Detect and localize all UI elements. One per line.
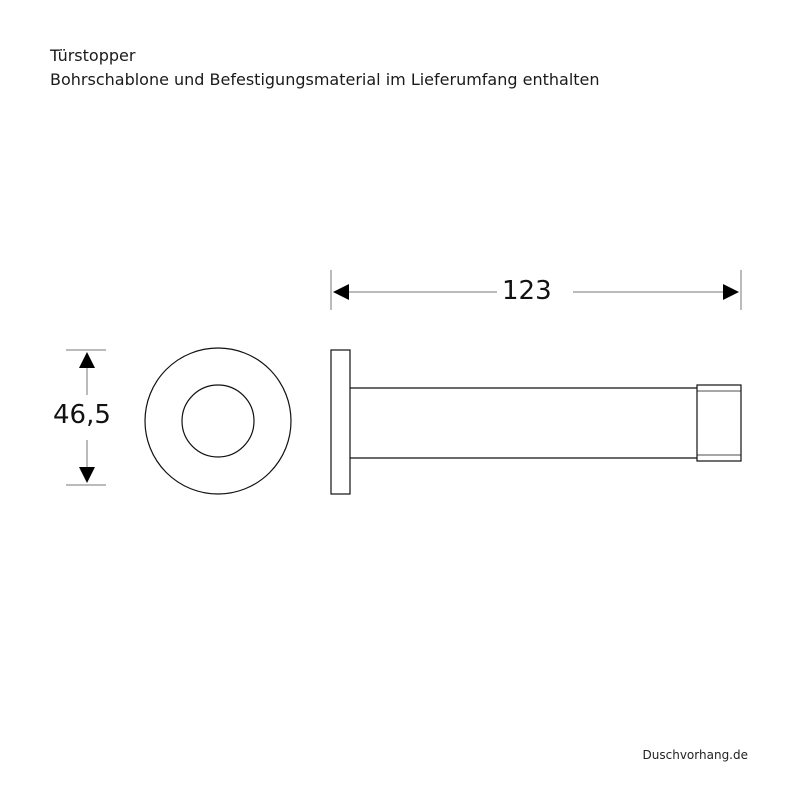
arrow-down-icon (79, 467, 95, 483)
diameter-value: 46,5 (53, 400, 111, 430)
product-title: Türstopper (50, 46, 136, 65)
length-value: 123 (502, 276, 552, 306)
base-plate (331, 350, 350, 494)
side-view (331, 350, 741, 494)
arrow-left-icon (333, 284, 349, 300)
product-subtitle: Bohrschablone und Befestigungsmaterial im Lieferumfang enthalten (50, 70, 600, 89)
arrow-up-icon (79, 352, 95, 368)
arrow-right-icon (723, 284, 739, 300)
rosette-outer-circle (145, 348, 291, 494)
rubber-buffer (697, 385, 741, 461)
source-credit: Duschvorhang.de (642, 748, 748, 762)
rosette-inner-circle (182, 385, 254, 457)
front-view (145, 348, 291, 494)
